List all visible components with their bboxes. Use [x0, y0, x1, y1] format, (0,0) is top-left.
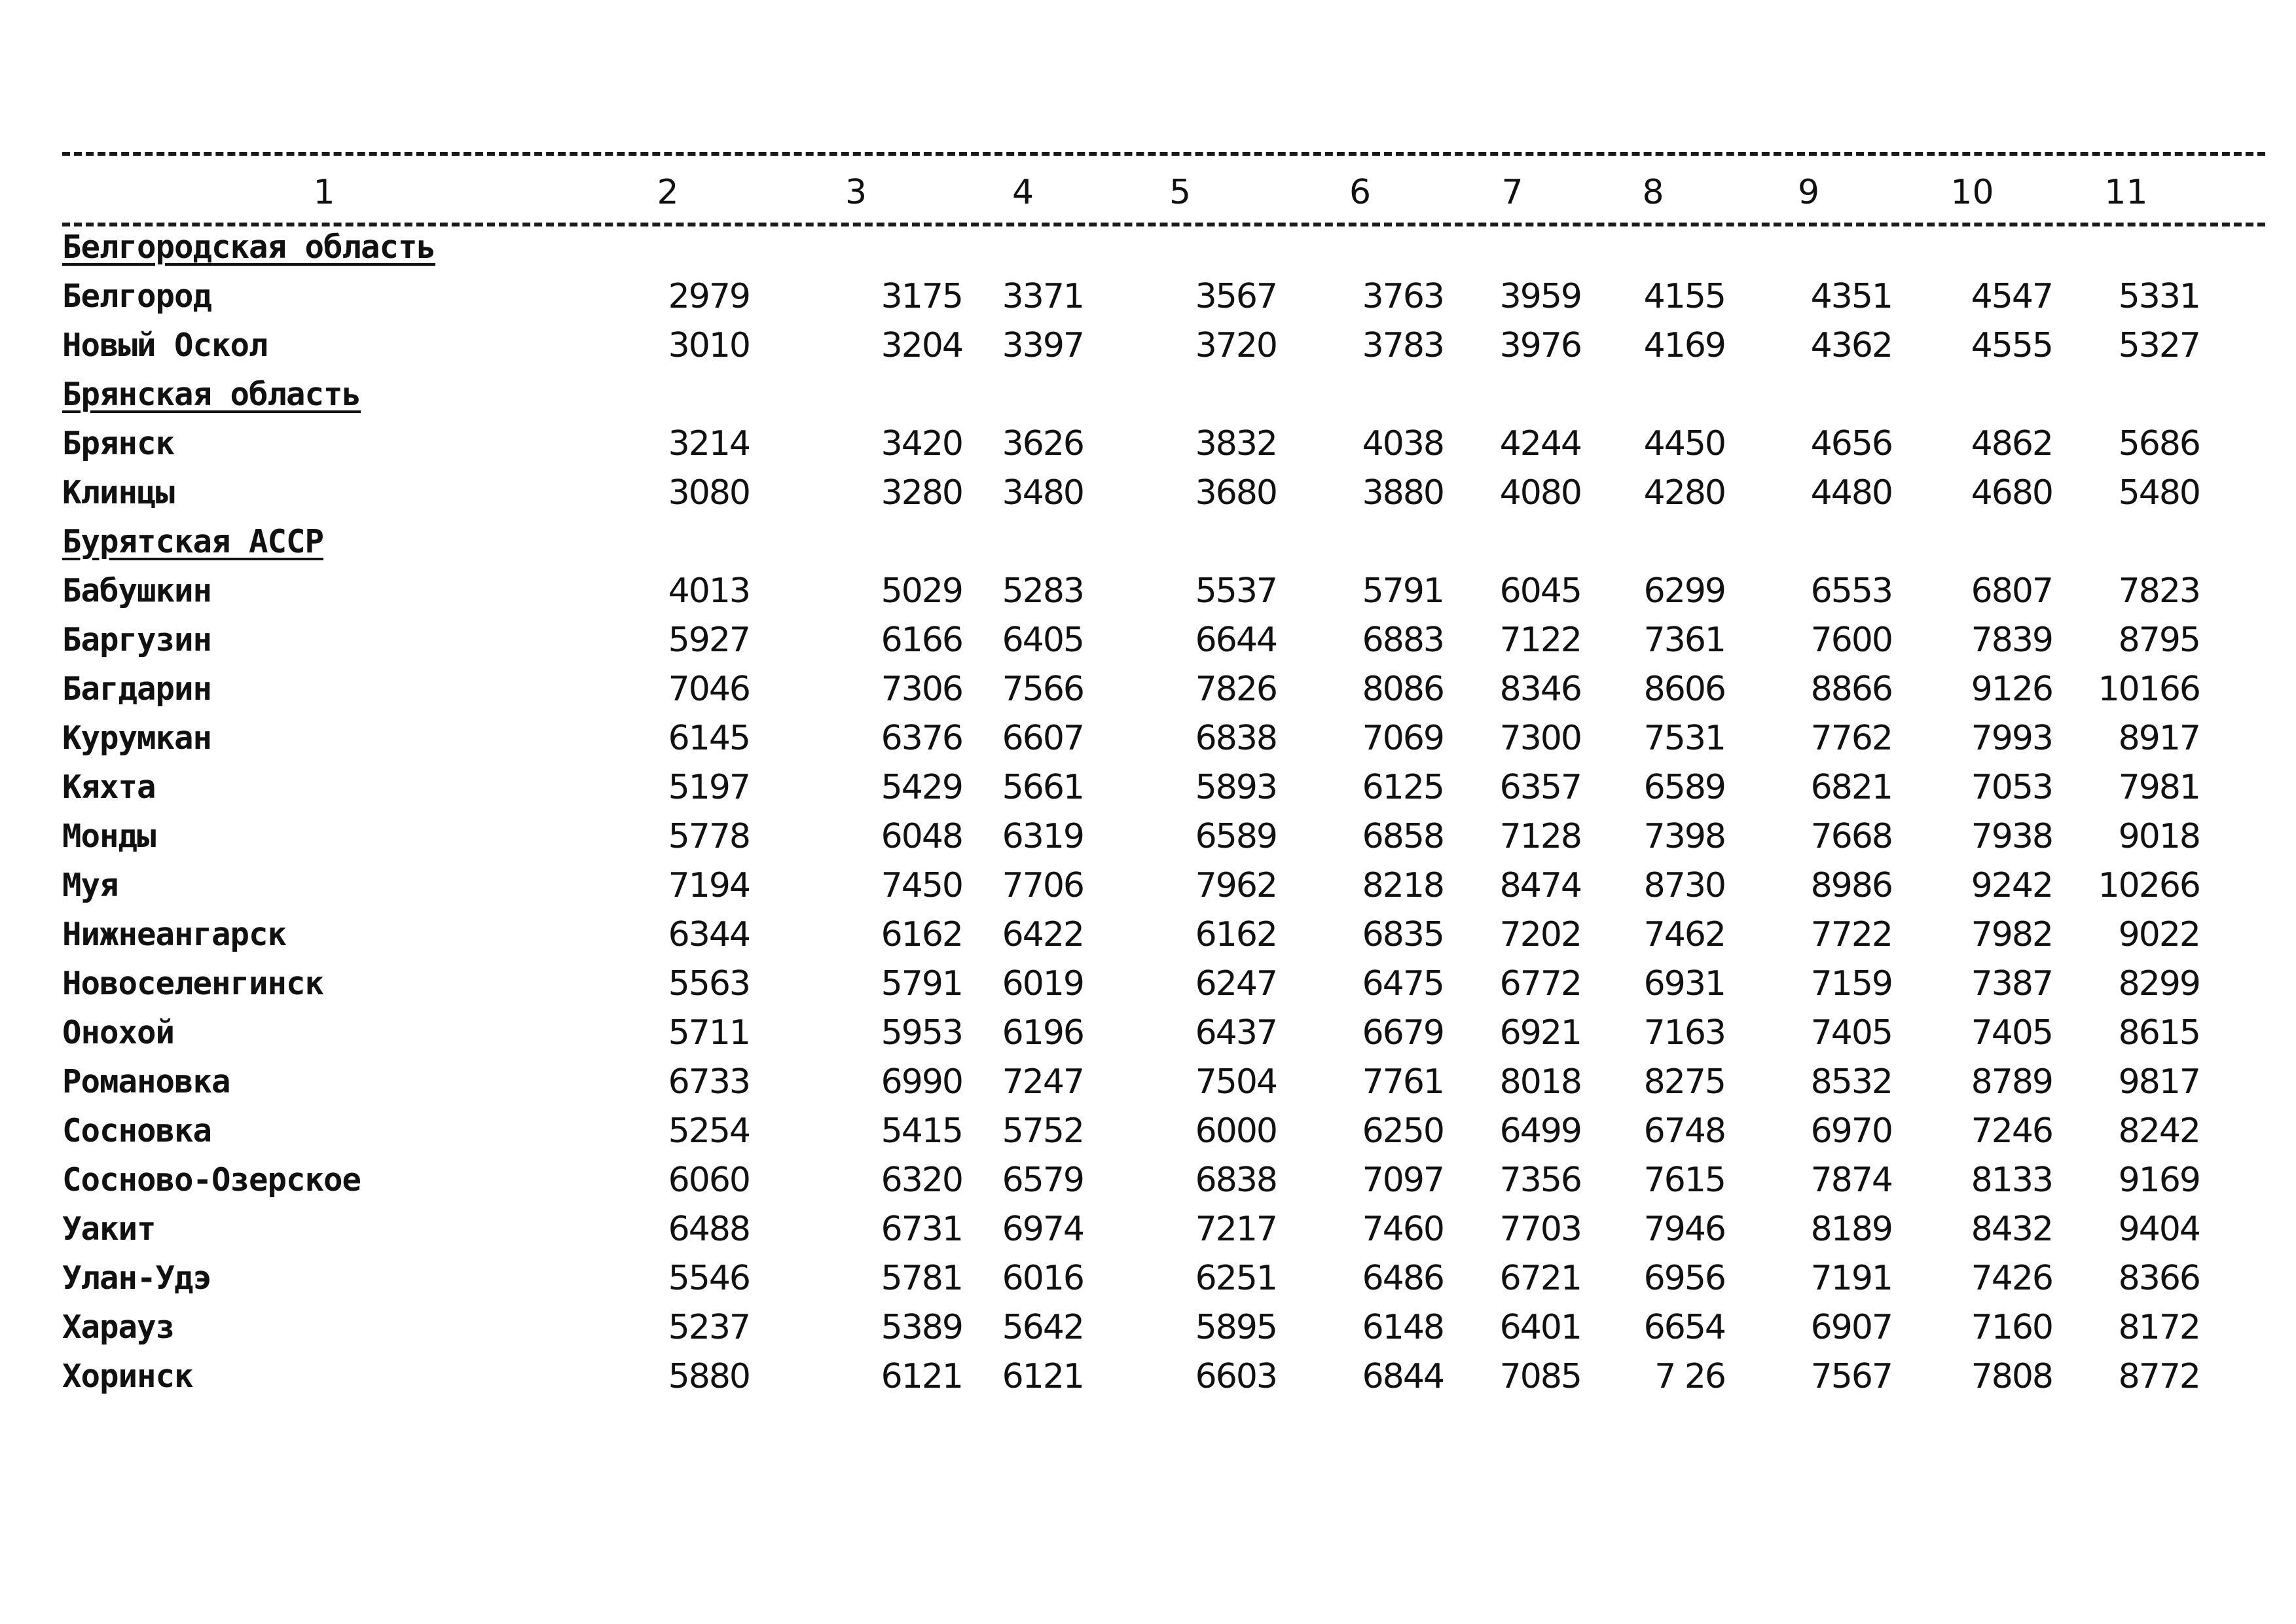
value-cell-col-11: 8772 — [2118, 1356, 2200, 1396]
region-name: Брянская область — [62, 376, 361, 413]
value-cell-col-7: 7703 — [1499, 1209, 1581, 1249]
value-cell-col-4: 5283 — [1002, 571, 1084, 611]
value-cell-col-2: 6145 — [668, 718, 750, 758]
value-cell-col-2: 5254 — [668, 1111, 750, 1151]
value-cell-col-6: 6883 — [1362, 620, 1444, 660]
value-cell-col-9: 6907 — [1810, 1307, 1892, 1347]
value-cell-col-4: 6121 — [1002, 1356, 1084, 1396]
value-cell-col-5: 6162 — [1195, 914, 1277, 954]
value-cell-col-10: 8432 — [1971, 1209, 2052, 1249]
value-cell-col-11: 7981 — [2118, 767, 2200, 807]
value-cell-col-8: 6931 — [1643, 964, 1725, 1003]
value-cell-col-8: 6956 — [1643, 1258, 1725, 1298]
table-row — [62, 1352, 2200, 1401]
table-row — [62, 713, 2200, 763]
value-cell-col-10: 7053 — [1971, 767, 2052, 807]
value-cell-col-11: 8299 — [2118, 964, 2200, 1003]
value-cell-col-10: 7160 — [1971, 1307, 2052, 1347]
value-cell-col-11: 5327 — [2118, 325, 2200, 365]
value-cell-col-10: 7246 — [1971, 1111, 2052, 1151]
locality-name: Бабушкин — [62, 572, 212, 609]
value-cell-col-3: 3420 — [881, 424, 962, 463]
value-cell-col-8: 7361 — [1643, 620, 1725, 660]
value-cell-col-7: 8018 — [1499, 1062, 1581, 1102]
value-cell-col-5: 7826 — [1195, 669, 1277, 709]
value-cell-col-5: 7962 — [1195, 865, 1277, 905]
value-cell-col-2: 5778 — [668, 816, 750, 856]
value-cell-col-5: 3720 — [1195, 325, 1277, 365]
value-cell-col-4: 6019 — [1002, 964, 1084, 1003]
value-cell-col-4: 3371 — [1002, 276, 1084, 316]
value-cell-col-3: 5389 — [881, 1307, 962, 1347]
value-cell-col-6: 4038 — [1362, 424, 1444, 463]
table-row — [62, 615, 2200, 664]
value-cell-col-7: 6499 — [1499, 1111, 1581, 1151]
value-cell-col-11: 5480 — [2118, 473, 2200, 513]
value-cell-col-7: 7356 — [1499, 1160, 1581, 1200]
value-cell-col-2: 5880 — [668, 1356, 750, 1396]
table-row — [62, 419, 2200, 468]
value-cell-col-2: 5197 — [668, 767, 750, 807]
value-cell-col-10: 6807 — [1971, 571, 2052, 611]
value-cell-col-3: 3280 — [881, 473, 962, 513]
locality-name: Романовка — [62, 1063, 230, 1100]
table-row — [62, 664, 2200, 713]
value-cell-col-4: 7247 — [1002, 1062, 1084, 1102]
value-cell-col-11: 9404 — [2118, 1209, 2200, 1249]
table-row — [62, 1008, 2200, 1057]
value-cell-col-7: 4080 — [1499, 473, 1581, 513]
value-cell-col-9: 7191 — [1810, 1258, 1892, 1298]
value-cell-col-5: 6838 — [1195, 718, 1277, 758]
locality-name: Новоселенгинск — [62, 965, 324, 1002]
value-cell-col-2: 3010 — [668, 325, 750, 365]
value-cell-col-9: 8986 — [1810, 865, 1892, 905]
value-cell-col-9: 7874 — [1810, 1160, 1892, 1200]
region-heading-row — [62, 517, 2200, 566]
value-cell-col-2: 2979 — [668, 276, 750, 316]
value-cell-col-10: 7387 — [1971, 964, 2052, 1003]
value-cell-col-4: 5642 — [1002, 1307, 1084, 1347]
value-cell-col-11: 5686 — [2118, 424, 2200, 463]
value-cell-col-2: 6060 — [668, 1160, 750, 1200]
locality-name: Баргузин — [62, 621, 212, 659]
value-cell-col-4: 3626 — [1002, 424, 1084, 463]
table-row — [62, 1254, 2200, 1303]
value-cell-col-6: 6835 — [1362, 914, 1444, 954]
table-row — [62, 1155, 2200, 1204]
value-cell-col-8: 7 26 — [1654, 1356, 1725, 1396]
table-row — [62, 910, 2200, 959]
value-cell-col-3: 5415 — [881, 1111, 962, 1151]
table-row — [62, 1106, 2200, 1155]
value-cell-col-8: 4169 — [1643, 325, 1725, 365]
value-cell-col-4: 7566 — [1002, 669, 1084, 709]
value-cell-col-6: 7069 — [1362, 718, 1444, 758]
value-cell-col-5: 6644 — [1195, 620, 1277, 660]
value-cell-col-7: 3959 — [1499, 276, 1581, 316]
value-cell-col-6: 6486 — [1362, 1258, 1444, 1298]
value-cell-col-3: 5029 — [881, 571, 962, 611]
value-cell-col-6: 7097 — [1362, 1160, 1444, 1200]
value-cell-col-10: 4547 — [1971, 276, 2052, 316]
value-cell-col-9: 6970 — [1810, 1111, 1892, 1151]
value-cell-col-3: 6121 — [881, 1356, 962, 1396]
value-cell-col-8: 7615 — [1643, 1160, 1725, 1200]
value-cell-col-5: 6589 — [1195, 816, 1277, 856]
value-cell-col-7: 8346 — [1499, 669, 1581, 709]
value-cell-col-5: 6000 — [1195, 1111, 1277, 1151]
value-cell-col-11: 9817 — [2118, 1062, 2200, 1102]
value-cell-col-9: 7600 — [1810, 620, 1892, 660]
value-cell-col-10: 4555 — [1971, 325, 2052, 365]
value-cell-col-8: 4155 — [1643, 276, 1725, 316]
locality-name: Монды — [62, 818, 156, 855]
value-cell-col-3: 7306 — [881, 669, 962, 709]
header-row — [62, 162, 2200, 223]
value-cell-col-2: 5237 — [668, 1307, 750, 1347]
table-row — [62, 763, 2200, 812]
value-cell-col-2: 5563 — [668, 964, 750, 1003]
value-cell-col-5: 3567 — [1195, 276, 1277, 316]
table-row — [62, 566, 2200, 615]
locality-name: Нижнеангарск — [62, 916, 287, 953]
value-cell-col-5: 6838 — [1195, 1160, 1277, 1200]
value-cell-col-3: 3204 — [881, 325, 962, 365]
value-cell-col-8: 8275 — [1643, 1062, 1725, 1102]
value-cell-col-10: 8789 — [1971, 1062, 2052, 1102]
value-cell-col-10: 7982 — [1971, 914, 2052, 954]
value-cell-col-4: 6422 — [1002, 914, 1084, 954]
column-header-10: 10 — [1950, 173, 1994, 212]
value-cell-col-3: 6320 — [881, 1160, 962, 1200]
locality-name: Кяхта — [62, 768, 156, 806]
locality-name: Багдарин — [62, 670, 212, 708]
column-header-7: 7 — [1501, 173, 1523, 212]
value-cell-col-5: 7217 — [1195, 1209, 1277, 1249]
table-row — [62, 861, 2200, 910]
column-header-8: 8 — [1642, 173, 1664, 212]
value-cell-col-10: 7808 — [1971, 1356, 2052, 1396]
value-cell-col-7: 3976 — [1499, 325, 1581, 365]
locality-name: Новый Оскол — [62, 327, 268, 364]
value-cell-col-8: 7398 — [1643, 816, 1725, 856]
value-cell-col-8: 7163 — [1643, 1013, 1725, 1053]
value-cell-col-8: 8730 — [1643, 865, 1725, 905]
value-cell-col-4: 6405 — [1002, 620, 1084, 660]
value-cell-col-6: 3880 — [1362, 473, 1444, 513]
value-cell-col-9: 6821 — [1810, 767, 1892, 807]
value-cell-col-9: 7668 — [1810, 816, 1892, 856]
value-cell-col-7: 7300 — [1499, 718, 1581, 758]
value-cell-col-11: 8366 — [2118, 1258, 2200, 1298]
locality-name: Сосновка — [62, 1112, 212, 1149]
value-cell-col-7: 7122 — [1499, 620, 1581, 660]
value-cell-col-3: 6162 — [881, 914, 962, 954]
value-cell-col-10: 7993 — [1971, 718, 2052, 758]
value-cell-col-11: 8795 — [2118, 620, 2200, 660]
value-cell-col-6: 7460 — [1362, 1209, 1444, 1249]
value-cell-col-8: 4450 — [1643, 424, 1725, 463]
value-cell-col-3: 6376 — [881, 718, 962, 758]
value-cell-col-9: 6553 — [1810, 571, 1892, 611]
value-cell-col-2: 5711 — [668, 1013, 750, 1053]
value-cell-col-2: 7046 — [668, 669, 750, 709]
value-cell-col-11: 8917 — [2118, 718, 2200, 758]
value-cell-col-7: 7202 — [1499, 914, 1581, 954]
value-cell-col-3: 6990 — [881, 1062, 962, 1102]
value-cell-col-2: 5927 — [668, 620, 750, 660]
value-cell-col-4: 3480 — [1002, 473, 1084, 513]
region-name: Бурятская АССР — [62, 523, 324, 560]
table-row — [62, 1057, 2200, 1106]
value-cell-col-7: 6357 — [1499, 767, 1581, 807]
value-cell-col-8: 8606 — [1643, 669, 1725, 709]
value-cell-col-8: 6654 — [1643, 1307, 1725, 1347]
value-cell-col-7: 7085 — [1499, 1356, 1581, 1396]
value-cell-col-5: 6437 — [1195, 1013, 1277, 1053]
value-cell-col-2: 6344 — [668, 914, 750, 954]
value-cell-col-10: 7839 — [1971, 620, 2052, 660]
value-cell-col-7: 6921 — [1499, 1013, 1581, 1053]
value-cell-col-3: 5791 — [881, 964, 962, 1003]
value-cell-col-6: 8218 — [1362, 865, 1444, 905]
value-cell-col-3: 7450 — [881, 865, 962, 905]
value-cell-col-7: 8474 — [1499, 865, 1581, 905]
value-cell-col-11: 9169 — [2118, 1160, 2200, 1200]
locality-name: Клинцы — [62, 474, 175, 511]
value-cell-col-9: 8189 — [1810, 1209, 1892, 1249]
value-cell-col-4: 5752 — [1002, 1111, 1084, 1151]
value-cell-col-6: 6250 — [1362, 1111, 1444, 1151]
value-cell-col-10: 8133 — [1971, 1160, 2052, 1200]
column-header-4: 4 — [1011, 173, 1034, 212]
value-cell-col-3: 3175 — [881, 276, 962, 316]
value-cell-col-5: 3832 — [1195, 424, 1277, 463]
value-cell-col-11: 8615 — [2118, 1013, 2200, 1053]
value-cell-col-6: 3763 — [1362, 276, 1444, 316]
region-heading-row — [62, 223, 2200, 272]
value-cell-col-5: 5893 — [1195, 767, 1277, 807]
value-cell-col-4: 6607 — [1002, 718, 1084, 758]
value-cell-col-11: 7823 — [2118, 571, 2200, 611]
value-cell-col-5: 6603 — [1195, 1356, 1277, 1396]
value-cell-col-7: 7128 — [1499, 816, 1581, 856]
column-header-9: 9 — [1797, 173, 1820, 212]
locality-name: Муя — [62, 867, 118, 904]
value-cell-col-8: 4280 — [1643, 473, 1725, 513]
value-cell-col-11: 8172 — [2118, 1307, 2200, 1347]
value-cell-col-8: 6589 — [1643, 767, 1725, 807]
value-cell-col-3: 5953 — [881, 1013, 962, 1053]
value-cell-col-6: 6679 — [1362, 1013, 1444, 1053]
value-cell-col-6: 6125 — [1362, 767, 1444, 807]
column-header-1: 1 — [313, 173, 335, 212]
value-cell-col-9: 4656 — [1810, 424, 1892, 463]
value-cell-col-6: 6844 — [1362, 1356, 1444, 1396]
locality-name: Онохой — [62, 1014, 175, 1051]
value-cell-col-6: 5791 — [1362, 571, 1444, 611]
table-row — [62, 812, 2200, 861]
value-cell-col-10: 7405 — [1971, 1013, 2052, 1053]
value-cell-col-11: 5331 — [2118, 276, 2200, 316]
table-top-rule — [62, 152, 2265, 156]
value-cell-col-3: 5429 — [881, 767, 962, 807]
column-header-11: 11 — [2104, 173, 2148, 212]
value-cell-col-3: 6731 — [881, 1209, 962, 1249]
value-cell-col-7: 4244 — [1499, 424, 1581, 463]
value-cell-col-9: 4351 — [1810, 276, 1892, 316]
value-cell-col-10: 9126 — [1971, 669, 2052, 709]
table-row — [62, 272, 2200, 321]
value-cell-col-5: 6247 — [1195, 964, 1277, 1003]
value-cell-col-2: 3214 — [668, 424, 750, 463]
value-cell-col-7: 6721 — [1499, 1258, 1581, 1298]
value-cell-col-4: 6579 — [1002, 1160, 1084, 1200]
value-cell-col-4: 7706 — [1002, 865, 1084, 905]
value-cell-col-4: 5661 — [1002, 767, 1084, 807]
value-cell-col-4: 6196 — [1002, 1013, 1084, 1053]
value-cell-col-9: 7762 — [1810, 718, 1892, 758]
value-cell-col-10: 7938 — [1971, 816, 2052, 856]
locality-name: Улан-Удэ — [62, 1259, 212, 1297]
value-cell-col-4: 3397 — [1002, 325, 1084, 365]
value-cell-col-11: 9018 — [2118, 816, 2200, 856]
value-cell-col-11: 10266 — [2098, 865, 2200, 905]
table-row — [62, 1303, 2200, 1352]
value-cell-col-4: 6016 — [1002, 1258, 1084, 1298]
value-cell-col-4: 6319 — [1002, 816, 1084, 856]
value-cell-col-5: 3680 — [1195, 473, 1277, 513]
table-row — [62, 321, 2200, 370]
value-cell-col-7: 6772 — [1499, 964, 1581, 1003]
value-cell-col-2: 6488 — [668, 1209, 750, 1249]
value-cell-col-9: 8532 — [1810, 1062, 1892, 1102]
locality-name: Харауз — [62, 1308, 175, 1346]
value-cell-col-2: 7194 — [668, 865, 750, 905]
table-row — [62, 468, 2200, 517]
value-cell-col-9: 4480 — [1810, 473, 1892, 513]
data-table — [62, 162, 2200, 1401]
column-header-6: 6 — [1349, 173, 1372, 212]
value-cell-col-11: 10166 — [2098, 669, 2200, 709]
value-cell-col-9: 7722 — [1810, 914, 1892, 954]
region-heading-row — [62, 370, 2200, 419]
value-cell-col-9: 7567 — [1810, 1356, 1892, 1396]
value-cell-col-8: 6299 — [1643, 571, 1725, 611]
value-cell-col-2: 6733 — [668, 1062, 750, 1102]
column-header-2: 2 — [657, 173, 679, 212]
value-cell-col-2: 4013 — [668, 571, 750, 611]
value-cell-col-2: 5546 — [668, 1258, 750, 1298]
locality-name: Курумкан — [62, 719, 212, 757]
value-cell-col-9: 7159 — [1810, 964, 1892, 1003]
value-cell-col-6: 6858 — [1362, 816, 1444, 856]
value-cell-col-3: 6048 — [881, 816, 962, 856]
value-cell-col-9: 8866 — [1810, 669, 1892, 709]
value-cell-col-4: 6974 — [1002, 1209, 1084, 1249]
value-cell-col-5: 6251 — [1195, 1258, 1277, 1298]
value-cell-col-7: 6401 — [1499, 1307, 1581, 1347]
value-cell-col-11: 8242 — [2118, 1111, 2200, 1151]
table-row — [62, 959, 2200, 1008]
value-cell-col-11: 9022 — [2118, 914, 2200, 954]
value-cell-col-9: 7405 — [1810, 1013, 1892, 1053]
value-cell-col-5: 5895 — [1195, 1307, 1277, 1347]
value-cell-col-3: 6166 — [881, 620, 962, 660]
value-cell-col-10: 4862 — [1971, 424, 2052, 463]
value-cell-col-6: 6148 — [1362, 1307, 1444, 1347]
value-cell-col-10: 7426 — [1971, 1258, 2052, 1298]
column-header-3: 3 — [845, 173, 867, 212]
value-cell-col-2: 3080 — [668, 473, 750, 513]
locality-name: Хоринск — [62, 1358, 193, 1395]
table-row — [62, 1204, 2200, 1254]
value-cell-col-6: 6475 — [1362, 964, 1444, 1003]
value-cell-col-3: 5781 — [881, 1258, 962, 1298]
column-header-5: 5 — [1169, 173, 1192, 212]
value-cell-col-7: 6045 — [1499, 571, 1581, 611]
table-body — [62, 223, 2200, 1401]
value-cell-col-8: 7531 — [1643, 718, 1725, 758]
region-name: Белгородская область — [62, 228, 436, 266]
locality-name: Сосново-Озерское — [62, 1161, 361, 1199]
value-cell-col-10: 9242 — [1971, 865, 2052, 905]
value-cell-col-5: 5537 — [1195, 571, 1277, 611]
locality-name: Уакит — [62, 1210, 156, 1248]
value-cell-col-5: 7504 — [1195, 1062, 1277, 1102]
value-cell-col-8: 7462 — [1643, 914, 1725, 954]
value-cell-col-6: 8086 — [1362, 669, 1444, 709]
locality-name: Брянск — [62, 425, 175, 462]
value-cell-col-8: 7946 — [1643, 1209, 1725, 1249]
value-cell-col-9: 4362 — [1810, 325, 1892, 365]
value-cell-col-6: 7761 — [1362, 1062, 1444, 1102]
locality-name: Белгород — [62, 278, 212, 315]
value-cell-col-10: 4680 — [1971, 473, 2052, 513]
value-cell-col-6: 3783 — [1362, 325, 1444, 365]
value-cell-col-8: 6748 — [1643, 1111, 1725, 1151]
